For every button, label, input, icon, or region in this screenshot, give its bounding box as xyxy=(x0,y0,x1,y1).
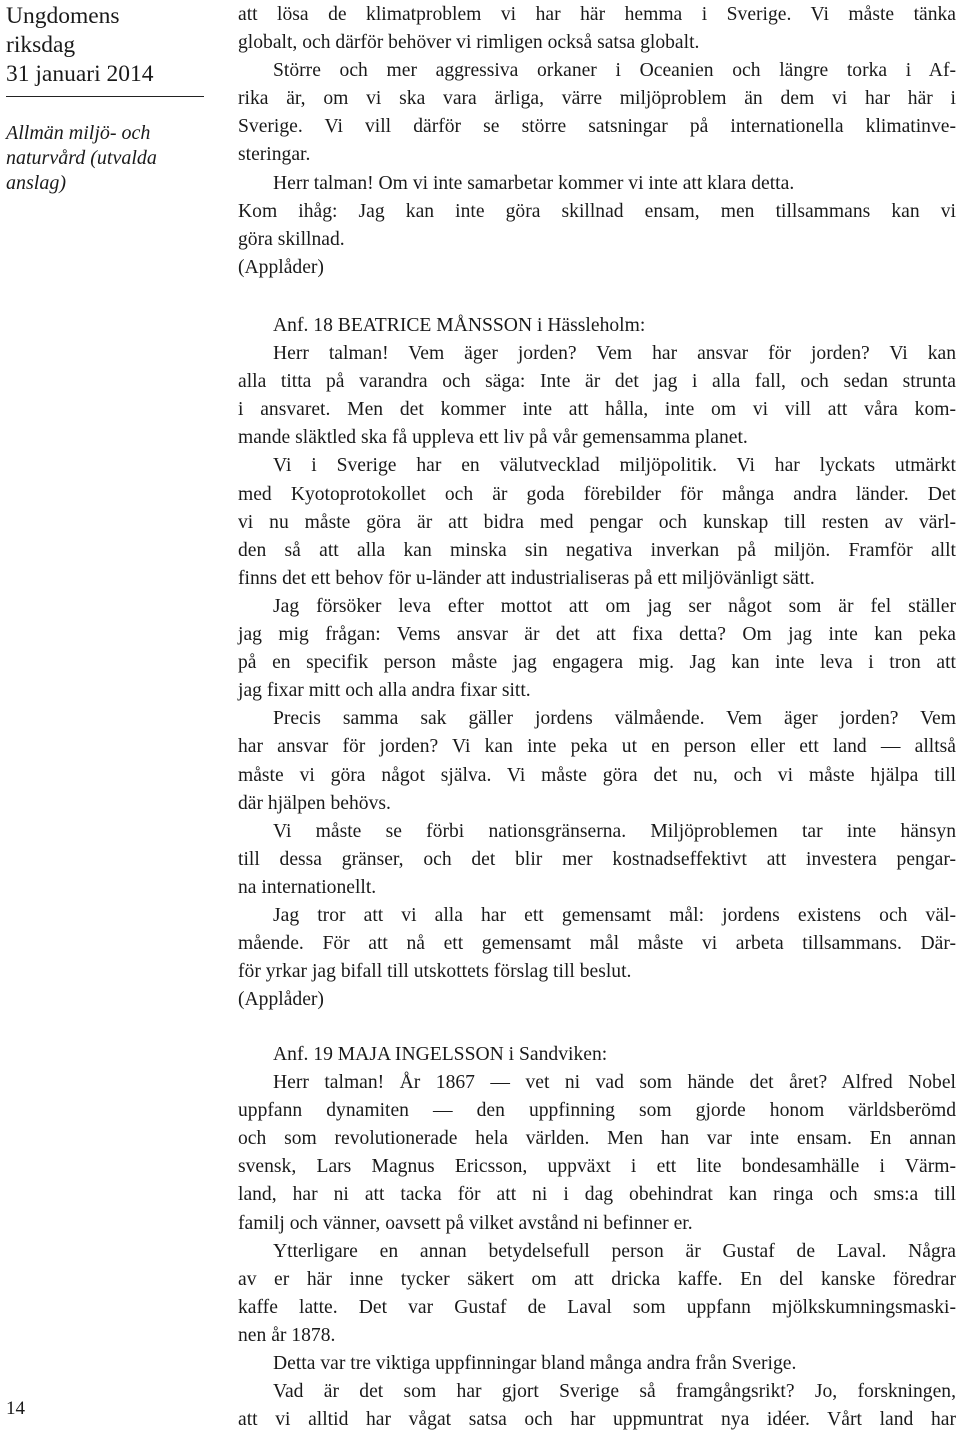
text-line: på en specifik person måste jag engagera mig. Jag kan inte leva i tron att xyxy=(238,652,956,674)
text-line: Vi måste se förbi nationsgränserna. Miljöproblemen tar inte hänsyn xyxy=(273,820,956,842)
text-line: jag fixar mitt och alla andra fixar sitt. xyxy=(238,680,531,702)
speech-19 xyxy=(238,1041,956,1434)
document-title xyxy=(6,2,206,89)
text-line: Kom ihåg: Jag kan inte göra skillnad ensam, men tillsammans kan vi xyxy=(238,200,956,222)
text-line: mande släktled ska få uppleva ett liv på vår gemensamma planet. xyxy=(238,427,748,449)
text-line: Detta var tre viktiga uppfinningar bland många andra från Sverige. xyxy=(273,1353,797,1375)
text-line: mående. För att nå ett gemensamt mål måste vi arbeta tillsammans. Där- xyxy=(238,933,956,955)
text-line: Större och mer aggressiva orkaner i Oceanien och längre torka i Af- xyxy=(273,60,956,82)
text-line: Sverige. Vi vill därför se större satsningar på internationella klimatinve- xyxy=(238,116,956,138)
text-line: för yrkar jag bifall till utskottets förslag till beslut. xyxy=(238,961,632,983)
text-line: rika är, om vi ska vara ärliga, värre miljöproblem än dem vi har här i xyxy=(238,88,956,110)
text-line: Vi i Sverige har en välutvecklad miljöpolitik. Vi har lyckats utmärkt xyxy=(273,455,956,477)
text-line: med Kyotoprotokollet och är goda förebilder för många andra länder. Det xyxy=(238,483,956,505)
text-line: Herr talman! År 1867 — vet ni vad som hände det året? Alfred Nobel xyxy=(273,1072,956,1094)
title-line: riksdag xyxy=(6,32,76,58)
text-line: att vi alltid har vågat satsa och har uppmuntrat nya idéer. Vårt land har xyxy=(238,1409,956,1431)
speaker-heading: Anf. 18 BEATRICE MÅNSSON i Hässleholm: xyxy=(273,315,646,336)
speech-18 xyxy=(238,312,956,1014)
speaker-heading: Anf. 19 MAJA INGELSSON i Sandviken: xyxy=(273,1044,608,1065)
text-line: land, har ni att tacka för att ni i dag obehindrat kan ringa och sms:a till xyxy=(238,1184,956,1206)
text-line: Vad är det som har gjort Sverige så framgångsrikt? Jo, forskningen, xyxy=(273,1381,956,1403)
text-line: jag mig frågan: Vems ansvar är det att fixa detta? Om jag inte kan peka xyxy=(238,624,956,646)
text-line: där hjälpen behövs. xyxy=(238,792,391,814)
section-line: anslag) xyxy=(6,172,66,194)
applause-note: (Applåder) xyxy=(238,989,324,1011)
text-line: den så att alla kan minska sin negativa inverkan på miljön. Framför allt xyxy=(238,539,956,561)
text-line: Jag tror att vi alla har ett gemensamt mål: jordens existens och väl- xyxy=(273,904,956,926)
page-number: 14 xyxy=(6,1398,25,1419)
text-line: globalt, och därför behöver vi rimligen också satsa globalt. xyxy=(238,32,700,54)
text-line: att lösa de klimatproblem vi har här hemma i Sverige. Vi måste tänka xyxy=(238,4,956,25)
text-line: familj och vänner, oavsett på vilket avstånd ni befinner er. xyxy=(238,1212,693,1234)
title-line: 31 januari 2014 xyxy=(6,61,154,87)
text-line: na internationellt. xyxy=(238,876,377,898)
text-line: Herr talman! Om vi inte samarbetar kommer vi inte att klara detta. xyxy=(273,172,795,194)
title-line: Ungdomens xyxy=(6,3,120,29)
text-line: har ansvar för jorden? Vi kan inte peka ut en person eller ett land — alltså xyxy=(238,736,956,758)
text-line: till dessa gränser, och det blir mer kostnadseffektivt att investera pengar- xyxy=(238,848,956,870)
text-line: finns det ett behov för u-länder att industrialiseras på ett miljövänligt sätt. xyxy=(238,567,815,589)
text-line: vi nu måste göra är att bidra med pengar och kunskap till resten av värl- xyxy=(238,511,956,533)
text-line: nen år 1878. xyxy=(238,1324,336,1346)
text-line: steringar. xyxy=(238,144,311,166)
text-line: av er här inne tycker säkert om att dricka kaffe. En del kanske föredrar xyxy=(238,1268,956,1290)
text-line: svensk, Lars Magnus Ericsson, uppväxt i ett lite bondesamhälle i Värm- xyxy=(238,1156,956,1178)
text-line: Herr talman! Vem äger jorden? Vem har ansvar för jorden? Vi kan xyxy=(273,343,956,365)
text-line: och som revolutionerade hela världen. Men han var inte ensam. En annan xyxy=(238,1128,956,1150)
text-line: Precis samma sak gäller jordens välmående. Vem äger jorden? Vem xyxy=(273,708,956,730)
text-line: alla titta på varandra och säga: Inte är det jag i alla fall, och sedan strunta xyxy=(238,371,956,393)
section-label xyxy=(6,121,206,196)
speech-continuation xyxy=(238,1,956,282)
text-line: uppfann dynamiten — den uppfinning som gjorde honom världsberömd xyxy=(238,1100,956,1122)
text-line: i ansvaret. Men det kommer inte att hålla, inte om vi vill att våra kom- xyxy=(238,399,956,421)
applause-note: (Applåder) xyxy=(238,256,324,278)
text-line: Ytterligare en annan betydelsefull person är Gustaf de Laval. Några xyxy=(273,1240,956,1262)
sidebar-divider xyxy=(6,96,204,97)
text-line: Jag försöker leva efter mottot att om jag ser något som är fel ställer xyxy=(273,595,956,617)
section-line: Allmän miljö- och xyxy=(6,122,151,144)
text-line: måste vi göra något själva. Vi måste göra det nu, och vi måste hjälpa till xyxy=(238,764,956,786)
text-line: kaffe latte. Det var Gustaf de Laval som uppfann mjölkskumningsmaski- xyxy=(238,1296,956,1318)
section-line: naturvård (utvalda xyxy=(6,147,157,169)
text-line: göra skillnad. xyxy=(238,228,345,250)
